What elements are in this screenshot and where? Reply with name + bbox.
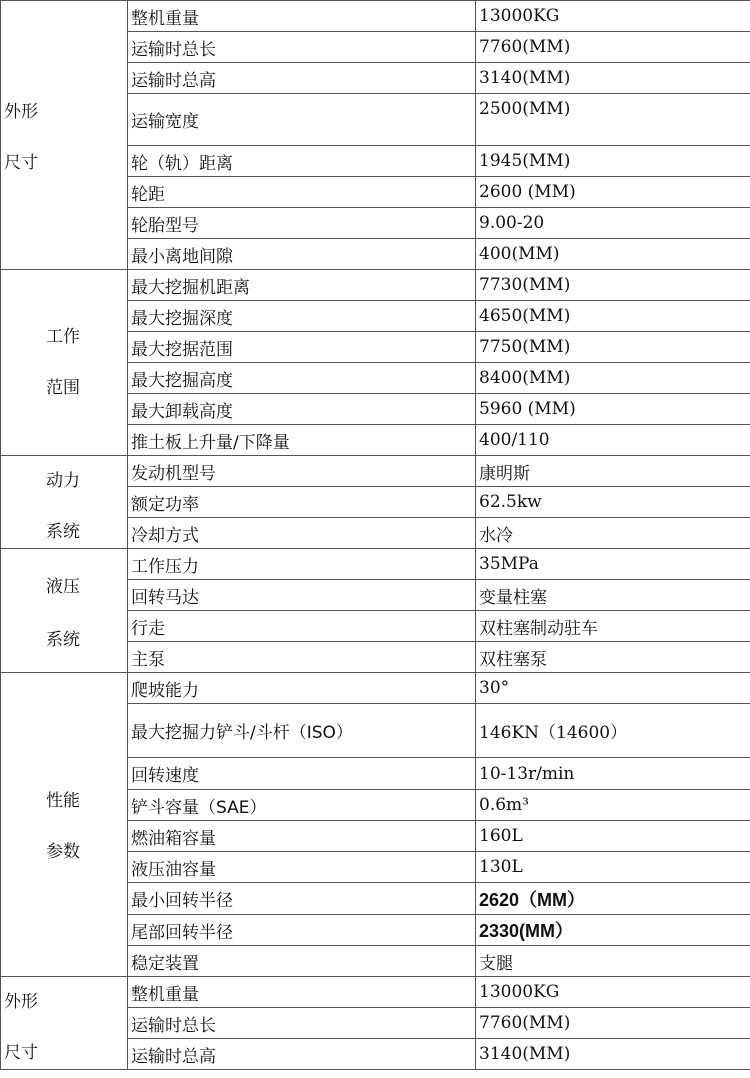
spec-value: 400/110: [476, 425, 750, 456]
spec-label: 最大卸载高度: [128, 394, 476, 425]
spec-label: 铲斗容量（SAE）: [128, 790, 476, 821]
category-label: 动力: [46, 471, 80, 491]
spec-label: 稳定装置: [128, 946, 476, 977]
category-label: 尺寸: [4, 1043, 38, 1063]
spec-label: 轮距: [128, 177, 476, 208]
spec-label: 液压油容量: [128, 852, 476, 883]
spec-value: 146KN（14600）: [476, 704, 750, 758]
spec-value: 8400(MM): [476, 363, 750, 394]
spec-label: 尾部回转半径: [128, 915, 476, 946]
spec-value: 62.5kw: [476, 487, 750, 518]
spec-value: 水冷: [476, 518, 750, 549]
spec-label: 整机重量: [128, 1, 476, 32]
category-cell-power-system: [1, 456, 128, 549]
category-cell-exterior-dimensions: [1, 1, 128, 270]
table-row: [1, 270, 750, 301]
spec-value: 2600 (MM): [476, 177, 750, 208]
spec-label: 整机重量: [128, 977, 476, 1008]
spec-label: 行走: [128, 611, 476, 642]
spec-value: 康明斯: [476, 456, 750, 487]
spec-value: 7730(MM): [476, 270, 750, 301]
spec-value: 10-13r/min: [476, 758, 750, 790]
spec-label: 运输时总长: [128, 32, 476, 63]
category-label: 范围: [46, 378, 80, 398]
category-cell-working-range: [1, 270, 128, 456]
spec-label: 推土板上升量/下降量: [128, 425, 476, 456]
spec-label: 最小离地间隙: [128, 239, 476, 270]
table-row: [1, 456, 750, 487]
category-label: 工作: [46, 327, 80, 347]
spec-label: 回转马达: [128, 580, 476, 611]
spec-label: 主泵: [128, 642, 476, 673]
table-row: [1, 1, 750, 32]
spec-label: 最大挖掘力铲斗/斗杆（ISO）: [128, 704, 476, 758]
spec-value: 1945(MM): [476, 146, 750, 177]
table-row: [1, 673, 750, 704]
spec-value: 0.6m³: [476, 790, 750, 821]
spec-value: 7760(MM): [476, 1008, 750, 1039]
spec-value: 2330(MM）: [476, 915, 750, 946]
spec-value: 13000KG: [476, 1, 750, 32]
table-row: [1, 549, 750, 580]
spec-value: 4650(MM): [476, 301, 750, 332]
category-cell-exterior-dimensions-repeat: [1, 977, 128, 1070]
spec-label: 冷却方式: [128, 518, 476, 549]
spec-label: 最大挖掘机距离: [128, 270, 476, 301]
category-label: 尺寸: [4, 153, 38, 173]
spec-value: 7750(MM): [476, 332, 750, 363]
spec-value: 双柱塞制动驻车: [476, 611, 750, 642]
spec-value: 30°: [476, 673, 750, 704]
spec-value: 3140(MM): [476, 1039, 750, 1070]
spec-value: 变量柱塞: [476, 580, 750, 611]
spec-label: 运输时总长: [128, 1008, 476, 1039]
spec-label: 运输时总高: [128, 63, 476, 94]
spec-value: 7760(MM): [476, 32, 750, 63]
category-cell-hydraulic-system: [1, 549, 128, 673]
category-cell-performance-parameters: [1, 673, 128, 977]
spec-value: 双柱塞泵: [476, 642, 750, 673]
spec-value: 2500(MM): [476, 94, 750, 146]
spec-label: 轮（轨）距离: [128, 146, 476, 177]
spec-value: 5960 (MM): [476, 394, 750, 425]
spec-label: 最大挖掘高度: [128, 363, 476, 394]
spec-value: 35MPa: [476, 549, 750, 580]
spec-label: 运输宽度: [128, 94, 476, 146]
category-label: 外形: [4, 992, 38, 1012]
category-label: 系统: [46, 630, 80, 650]
category-label: 性能: [46, 791, 80, 811]
spec-value: 2620（MM）: [476, 883, 750, 915]
spec-label: 最小回转半径: [128, 883, 476, 915]
category-label: 外形: [4, 102, 38, 122]
spec-value: 400(MM): [476, 239, 750, 270]
spec-label: 工作压力: [128, 549, 476, 580]
spec-label: 燃油箱容量: [128, 821, 476, 852]
spec-label: 最大挖据范围: [128, 332, 476, 363]
spec-value: 160L: [476, 821, 750, 852]
spec-label: 发动机型号: [128, 456, 476, 487]
spec-label: 轮胎型号: [128, 208, 476, 239]
spec-label: 运输时总高: [128, 1039, 476, 1070]
spec-value: 支腿: [476, 946, 750, 977]
table-row: [1, 977, 750, 1008]
spec-value: 130L: [476, 852, 750, 883]
spec-value: 9.00-20: [476, 208, 750, 239]
spec-label: 最大挖掘深度: [128, 301, 476, 332]
category-label: 系统: [46, 522, 80, 542]
spec-value: 3140(MM): [476, 63, 750, 94]
spec-label: 爬坡能力: [128, 673, 476, 704]
spec-label: 回转速度: [128, 758, 476, 790]
spec-value: 13000KG: [476, 977, 750, 1008]
category-label: 液压: [46, 577, 80, 597]
category-label: 参数: [46, 842, 80, 862]
spec-label: 额定功率: [128, 487, 476, 518]
